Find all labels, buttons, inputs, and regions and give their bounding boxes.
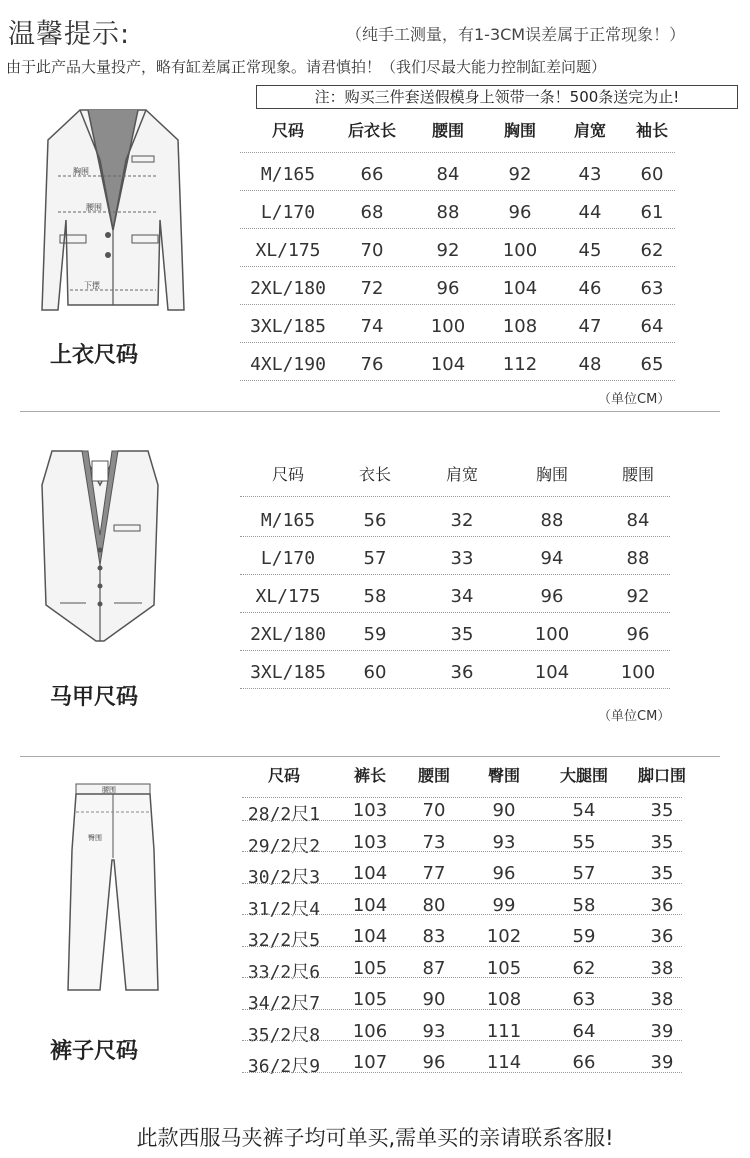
pants-cell-r6-c3: 108: [486, 989, 522, 1010]
jacket-cell-r4-c3: 108: [502, 316, 538, 337]
pants-cell-r6-c4: 63: [572, 989, 596, 1010]
jacket-cell-r2-c1: 70: [360, 240, 384, 261]
pants-cell-r6-c1: 105: [352, 989, 388, 1010]
vest-cell-r0-c3: 88: [540, 510, 564, 531]
pants-row-separator: [242, 851, 682, 852]
jacket-cell-r2-c0: XL/175: [255, 240, 321, 261]
jacket-row-separator: [240, 228, 675, 229]
jacket-cell-r3-c4: 46: [578, 278, 602, 299]
vest-header-0: 尺码: [271, 465, 304, 484]
pants-cell-r0-c0: 28/2尺1: [247, 804, 321, 825]
pants-header-4: 大腿围: [559, 766, 608, 785]
pants-header-3: 臀围: [487, 766, 520, 785]
pants-cell-r1-c0: 29/2尺2: [247, 835, 321, 857]
pants-cell-r5-c4: 62: [572, 957, 596, 979]
jacket-chest-label: 胸围: [73, 167, 89, 176]
jacket-row-separator: [240, 190, 675, 191]
vest-cell-r1-c2: 33: [450, 548, 474, 569]
vest-header-separator: [240, 496, 670, 497]
jacket-cell-r0-c3: 92: [508, 164, 532, 185]
pants-cell-r2-c4: 57: [572, 863, 596, 884]
jacket-header-separator: [240, 152, 675, 153]
pants-cell-r2-c3: 96: [492, 863, 516, 884]
vest-cell-r0-c2: 32: [450, 510, 474, 531]
pants-header-separator: [242, 797, 682, 798]
jacket-cell-r3-c3: 104: [502, 278, 538, 299]
jacket-cell-r2-c2: 92: [436, 240, 460, 261]
vest-row-separator: [240, 574, 670, 575]
pants-cell-r8-c3: 114: [486, 1052, 522, 1073]
pants-cell-r1-c3: 93: [492, 831, 516, 853]
pants-header-2: 腰围: [417, 766, 450, 785]
vest-header-2: 肩宽: [445, 465, 478, 484]
divider-2: [20, 756, 720, 757]
jacket-cell-r4-c2: 100: [430, 316, 466, 337]
jacket-cell-r4-c1: 74: [360, 316, 384, 337]
footer-note: 此款西服马夹裤子均可单买,需单买的亲请联系客服!: [136, 1126, 614, 1150]
pants-cell-r4-c3: 102: [486, 926, 522, 947]
pants-row-separator: [242, 1009, 682, 1010]
vest-row-separator: [240, 650, 670, 651]
jacket-row-separator: [240, 380, 675, 381]
pants-cell-r3-c4: 58: [572, 894, 596, 916]
jacket-cell-r0-c1: 66: [360, 164, 384, 185]
jacket-illustration: [28, 100, 198, 330]
vest-illustration: [30, 445, 170, 645]
pants-row-separator: [242, 1040, 682, 1041]
pants-cell-r4-c4: 59: [572, 926, 596, 947]
jacket-cell-r5-c5: 65: [640, 354, 664, 375]
pants-illustration: [58, 780, 168, 1000]
jacket-cell-r0-c4: 43: [578, 164, 602, 185]
pants-cell-r0-c4: 54: [572, 800, 596, 821]
vest-cell-r1-c0: L/170: [260, 548, 316, 569]
vest-cell-r2-c0: XL/175: [255, 586, 321, 607]
pants-cell-r3-c5: 36: [650, 894, 674, 916]
vest-cell-r1-c4: 88: [626, 548, 650, 569]
jacket-header-1: 后衣长: [347, 121, 396, 140]
vest-header-1: 衣长: [358, 465, 391, 484]
vest-cell-r3-c0: 2XL/180: [250, 624, 326, 645]
jacket-header-4: 肩宽: [573, 121, 606, 140]
pants-cell-r1-c5: 35: [650, 831, 674, 853]
tip-disclaimer: （纯手工测量，有1-3CM误差属于正常现象！）: [346, 25, 686, 44]
pants-cell-r4-c0: 32/2尺5: [247, 930, 321, 951]
pants-cell-r7-c4: 64: [572, 1020, 596, 1042]
jacket-cell-r5-c1: 76: [360, 354, 384, 375]
jacket-cell-r1-c2: 88: [436, 202, 460, 223]
vest-cell-r3-c4: 96: [626, 624, 650, 645]
pants-header-0: 尺码: [267, 766, 300, 785]
jacket-cell-r3-c1: 72: [360, 278, 384, 299]
jacket-cell-r0-c0: M/165: [260, 164, 316, 185]
pants-cell-r4-c5: 36: [650, 926, 674, 947]
jacket-cell-r1-c0: L/170: [260, 202, 316, 223]
vest-cell-r0-c1: 56: [363, 510, 387, 531]
pants-waist-label: 腰围: [102, 786, 116, 794]
pants-cell-r5-c5: 38: [650, 957, 674, 979]
vest-header-3: 胸围: [535, 465, 568, 484]
vest-cell-r0-c4: 84: [626, 510, 650, 531]
jacket-cell-r5-c4: 48: [578, 354, 602, 375]
pants-cell-r3-c3: 99: [492, 894, 516, 916]
pants-cell-r7-c2: 93: [422, 1020, 446, 1042]
jacket-header-5: 袖长: [635, 121, 668, 140]
jacket-section-title: 上衣尺码: [50, 343, 139, 368]
vest-cell-r4-c1: 60: [363, 662, 387, 683]
jacket-cell-r5-c2: 104: [430, 354, 466, 375]
vest-cell-r4-c4: 100: [620, 662, 656, 683]
vest-row-separator: [240, 612, 670, 613]
pants-cell-r0-c3: 90: [492, 800, 516, 821]
pants-cell-r2-c5: 35: [650, 863, 674, 884]
tip-title: 温馨提示:: [8, 19, 131, 50]
jacket-hem-label: 下摆: [84, 281, 100, 290]
vest-cell-r4-c3: 104: [534, 662, 570, 683]
jacket-cell-r0-c2: 84: [436, 164, 460, 185]
pants-cell-r7-c3: 111: [486, 1020, 522, 1042]
vest-cell-r3-c2: 35: [450, 624, 474, 645]
pants-row-separator: [242, 820, 682, 821]
vest-cell-r3-c1: 59: [363, 624, 387, 645]
pants-cell-r0-c5: 35: [650, 800, 674, 821]
jacket-header-3: 胸围: [503, 121, 536, 140]
pants-cell-r8-c1: 107: [352, 1052, 388, 1073]
pants-cell-r6-c2: 90: [422, 989, 446, 1010]
vest-cell-r2-c1: 58: [363, 586, 387, 607]
vest-section-title: 马甲尺码: [50, 685, 139, 710]
jacket-row-separator: [240, 304, 675, 305]
pants-cell-r5-c3: 105: [486, 957, 522, 979]
pants-cell-r8-c2: 96: [422, 1052, 446, 1073]
jacket-cell-r3-c2: 96: [436, 278, 460, 299]
pants-cell-r5-c2: 87: [422, 957, 446, 979]
pants-cell-r0-c2: 70: [422, 800, 446, 821]
jacket-cell-r3-c0: 2XL/180: [250, 278, 326, 299]
pants-cell-r7-c5: 39: [650, 1020, 674, 1042]
pants-cell-r5-c0: 33/2尺6: [247, 961, 321, 983]
pants-cell-r3-c0: 31/2尺4: [247, 898, 321, 920]
pants-cell-r4-c2: 83: [422, 926, 446, 947]
vest-cell-r4-c0: 3XL/185: [250, 662, 326, 683]
jacket-row-separator: [240, 342, 675, 343]
pants-row-separator: [242, 883, 682, 884]
jacket-cell-r5-c3: 112: [502, 354, 538, 375]
jacket-cell-r5-c0: 4XL/190: [250, 354, 326, 375]
vest-cell-r2-c4: 92: [626, 586, 650, 607]
pants-hip-label: 臀围: [88, 834, 102, 842]
jacket-cell-r4-c4: 47: [578, 316, 602, 337]
jacket-cell-r1-c3: 96: [508, 202, 532, 223]
jacket-cell-r2-c4: 45: [578, 240, 602, 261]
jacket-waist-label: 腰围: [86, 203, 102, 212]
vest-cell-r4-c2: 36: [450, 662, 474, 683]
jacket-cell-r1-c1: 68: [360, 202, 384, 223]
pants-cell-r3-c1: 104: [352, 894, 388, 916]
pants-cell-r8-c5: 39: [650, 1052, 674, 1073]
pants-cell-r7-c1: 106: [352, 1020, 388, 1042]
vest-cell-r2-c2: 34: [450, 586, 474, 607]
vest-cell-r1-c3: 94: [540, 548, 564, 569]
divider-1: [20, 411, 720, 412]
jacket-unit: （单位CM）: [598, 392, 671, 407]
jacket-cell-r4-c0: 3XL/185: [250, 316, 326, 337]
vest-cell-r2-c3: 96: [540, 586, 564, 607]
pants-row-separator: [242, 914, 682, 915]
pants-row-separator: [242, 946, 682, 947]
vest-unit: （单位CM）: [598, 709, 671, 724]
jacket-cell-r1-c4: 44: [578, 202, 602, 223]
pants-row-separator: [242, 1072, 682, 1073]
pants-cell-r1-c2: 73: [422, 831, 446, 853]
jacket-header-0: 尺码: [271, 121, 304, 140]
pants-cell-r4-c1: 104: [352, 926, 388, 947]
pants-cell-r2-c1: 104: [352, 863, 388, 884]
pants-cell-r2-c2: 77: [422, 863, 446, 884]
pants-header-5: 脚口围: [637, 766, 686, 785]
jacket-cell-r3-c5: 63: [640, 278, 664, 299]
pants-section-title: 裤子尺码: [50, 1039, 139, 1064]
jacket-cell-r2-c5: 62: [640, 240, 664, 261]
pants-header-1: 裤长: [353, 766, 386, 785]
jacket-cell-r2-c3: 100: [502, 240, 538, 261]
jacket-cell-r1-c5: 61: [640, 202, 664, 223]
pants-cell-r5-c1: 105: [352, 957, 388, 979]
pants-cell-r0-c1: 103: [352, 800, 388, 821]
vest-cell-r3-c3: 100: [534, 624, 570, 645]
vest-header-4: 腰围: [621, 465, 654, 484]
tip-color-variance: 由于此产品大量投产，略有缸差属正常现象。请君慎拍！（我们尽最大能力控制缸差问题）: [6, 58, 607, 76]
pants-row-separator: [242, 977, 682, 978]
pants-cell-r1-c1: 103: [352, 831, 388, 853]
vest-cell-r0-c0: M/165: [260, 510, 316, 531]
pants-cell-r8-c4: 66: [572, 1052, 596, 1073]
pants-cell-r3-c2: 80: [422, 894, 446, 916]
gift-note: 注：购买三件套送假模身上领带一条！500条送完为止!: [256, 85, 738, 109]
vest-row-separator: [240, 688, 670, 689]
pants-cell-r2-c0: 30/2尺3: [247, 867, 321, 888]
pants-cell-r8-c0: 36/2尺9: [247, 1056, 321, 1077]
vest-cell-r1-c1: 57: [363, 548, 387, 569]
pants-cell-r1-c4: 55: [572, 831, 596, 853]
pants-cell-r7-c0: 35/2尺8: [247, 1024, 321, 1046]
pants-cell-r6-c0: 34/2尺7: [247, 993, 321, 1014]
jacket-cell-r0-c5: 60: [640, 164, 664, 185]
jacket-cell-r4-c5: 64: [640, 316, 664, 337]
vest-row-separator: [240, 536, 670, 537]
jacket-header-2: 腰围: [431, 121, 464, 140]
jacket-row-separator: [240, 266, 675, 267]
pants-cell-r6-c5: 38: [650, 989, 674, 1010]
